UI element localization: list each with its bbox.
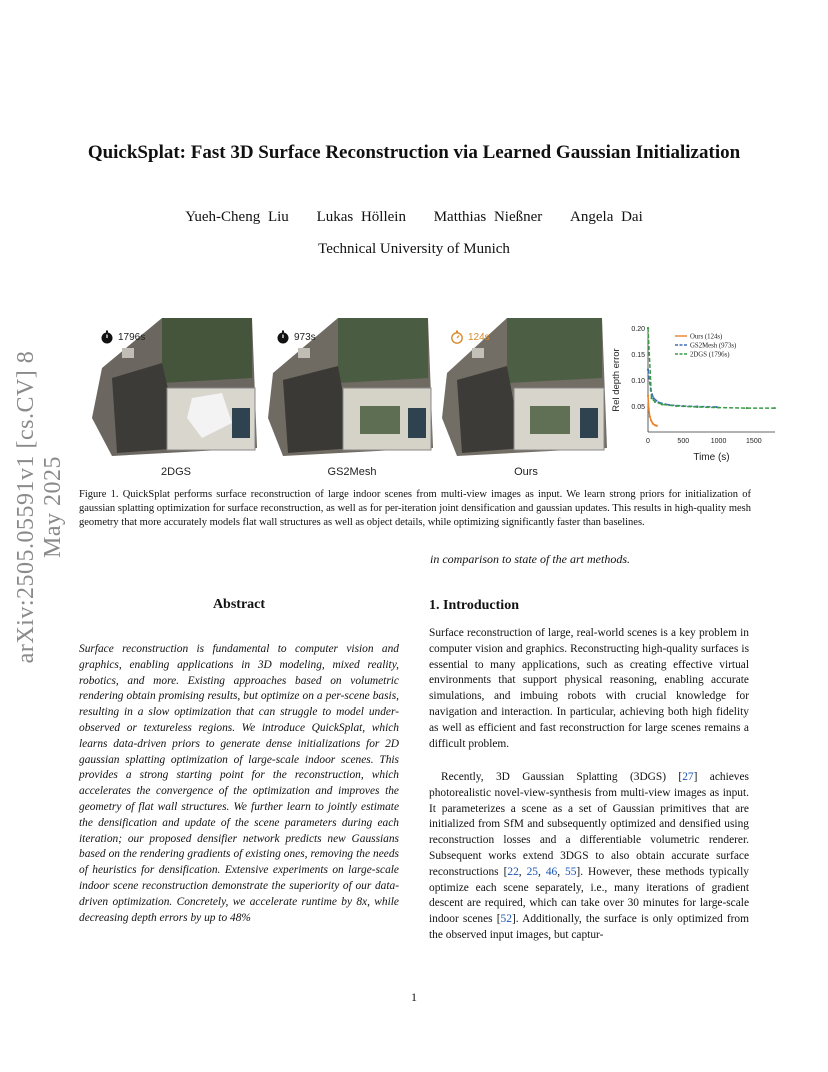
data-point <box>647 369 649 371</box>
stopwatch-icon <box>450 330 464 344</box>
data-point <box>647 395 649 397</box>
intro-paragraph: Surface reconstruction of large, real-world scenes is a key problem in computer vision and graphics. Reconstructing high-quality surfaces is essential to many applications, such as creating effective virtual environments that support physical reasoning, enabling accurate simulations, and imbuing robots with crucial knowledge for navigation and interaction. In particular, achieving both high fidelity as well as efficient and fast reconstruction for large scenes remains a difficult problem. <box>429 627 749 750</box>
legend-label: 2DGS (1796s) <box>690 351 730 359</box>
data-point <box>656 425 658 427</box>
author-name: Matthias Nießner <box>433 209 543 225</box>
timer-value: 973s <box>294 331 316 343</box>
x-axis-label: Time (s) <box>693 452 730 463</box>
page-number: 1 <box>411 990 417 1004</box>
x-tick-label: 500 <box>677 438 690 445</box>
data-point <box>675 405 677 407</box>
figure-panel-gs2mesh <box>268 308 436 456</box>
legend-label: GS2Mesh (973s) <box>690 342 737 350</box>
data-point <box>661 403 663 405</box>
author-list <box>100 209 728 226</box>
citation-link[interactable]: 27 <box>682 771 694 783</box>
citation-link[interactable]: 52 <box>500 913 512 926</box>
data-point <box>746 407 748 409</box>
data-point <box>649 415 651 417</box>
data-point <box>653 397 655 399</box>
x-tick-label: 1500 <box>746 438 762 445</box>
timer-value: 124s <box>468 331 490 343</box>
depth-error-chart <box>610 322 780 482</box>
stopwatch-icon <box>276 330 290 344</box>
legend-label: Ours (124s) <box>690 333 723 341</box>
y-axis-label: Rel depth error <box>611 348 622 412</box>
y-tick-label: 0.05 <box>631 404 645 411</box>
abstract-heading: Abstract <box>212 597 266 612</box>
abstract-continuation: in comparison to state of the art methods. <box>430 552 630 566</box>
timer <box>100 330 145 344</box>
data-point <box>650 419 652 421</box>
timer-value: 1796s <box>118 331 146 343</box>
citation-link[interactable]: 22 <box>507 865 519 878</box>
timer <box>450 330 490 344</box>
citation-link[interactable]: 55 <box>565 865 577 878</box>
timer <box>276 330 316 344</box>
citation-link[interactable]: 25 <box>526 865 538 878</box>
data-point <box>650 397 652 399</box>
paper-title: QuickSplat: Fast 3D Surface Reconstruction via Learned Gaussian Initialization <box>87 142 741 163</box>
figure-panel-2dgs <box>92 308 260 456</box>
data-point <box>696 406 698 408</box>
author-name: Lukas Höllein <box>316 209 406 225</box>
y-tick-label: 0.20 <box>631 326 645 333</box>
data-point <box>652 423 654 425</box>
affiliation: Technical University of Munich <box>318 241 510 257</box>
abstract-body: Surface reconstruction is fundamental to computer vision and graphics, enabling applications in 3D modeling, mixed reality, robotics, and more. Existing approaches based on volumetric rendering obtain promising results, but optimize on a per-scene basis, resulting in a slow optimization that can struggle to model under-observed or textureless regions. We introduce QuickSplat, which learns data-driven priors to generate dense initializations for 2D gaussian splatting optimization of large-scale indoor scenes. This provides a strong starting point for the reconstruction, which accelerates the convergence of the optimization and improves the geometry of flat wall structures. We further learn to jointly estimate the densification and update of the scene parameters during each iteration; our proposed densifier network predicts new Gaussians based on the rendering gradients of existing ones, removing the needs of heuristics for densification. Extensive experiments on large-scale indoor scene reconstruction demonstrate the superiority of our data-driven optimization. Concretely, we accelerate runtime by 8x, while decreasing depth errors by up to 48% <box>79 643 399 924</box>
figure-caption: Figure 1. QuickSplat performs surface reconstruction of large indoor scenes from multi-view images as input. We learn strong priors for initialization of gaussian splatting optimization for surface reconstruction, as well as for per-iteration joint densification and gaussian updates. This results in high-quality mesh geometry that more accurately models flat wall structures as well as object details, while optimizing significantly faster than baselines. <box>79 489 751 528</box>
intro-paragraph: Recently, 3D Gaussian Splatting (3DGS) [27] achieves photorealistic novel-view-synthesis from multi-view images as input. It parameterizes a scene as a set of Gaussian primitives that are initialized from SfM and subsequently optimized and densified using reconstruction losses and a differentiable volumetric renderer. Subsequent works extend 3DGS to also obtain accurate surface reconstructions [22, 25, 46, 55]. However, these methods typically optimize each scene separately, i.e., many iterations of gradient descent are required, which can take over 30 minutes for large-scale indoor scenes [52]. Additionally, the surface is only optimized from the observed input images, but captur- <box>429 771 749 941</box>
author-name: Angela Dai <box>570 209 643 225</box>
section-heading: 1. Introduction <box>429 598 519 613</box>
data-point <box>717 406 719 408</box>
data-point <box>774 407 776 409</box>
citation-link[interactable]: 46 <box>545 865 558 878</box>
y-tick-label: 0.10 <box>631 378 645 385</box>
x-tick-label: 1000 <box>710 438 727 445</box>
panel-label: GS2Mesh <box>327 466 377 478</box>
author-name: Yueh-Cheng Liu <box>185 209 289 225</box>
data-point <box>648 408 650 410</box>
figure-panel-ours <box>442 308 610 456</box>
y-tick-label: 0.15 <box>631 352 645 359</box>
data-point <box>647 327 649 329</box>
panel-label: Ours <box>514 466 538 478</box>
panel-label: 2DGS <box>161 466 191 478</box>
stopwatch-icon <box>100 330 114 344</box>
data-point <box>654 401 656 403</box>
arxiv-side-stamp: arXiv:2505.05591v1 [cs.CV] 8 May 2025 <box>13 350 66 664</box>
x-tick-label: 0 <box>646 438 650 445</box>
